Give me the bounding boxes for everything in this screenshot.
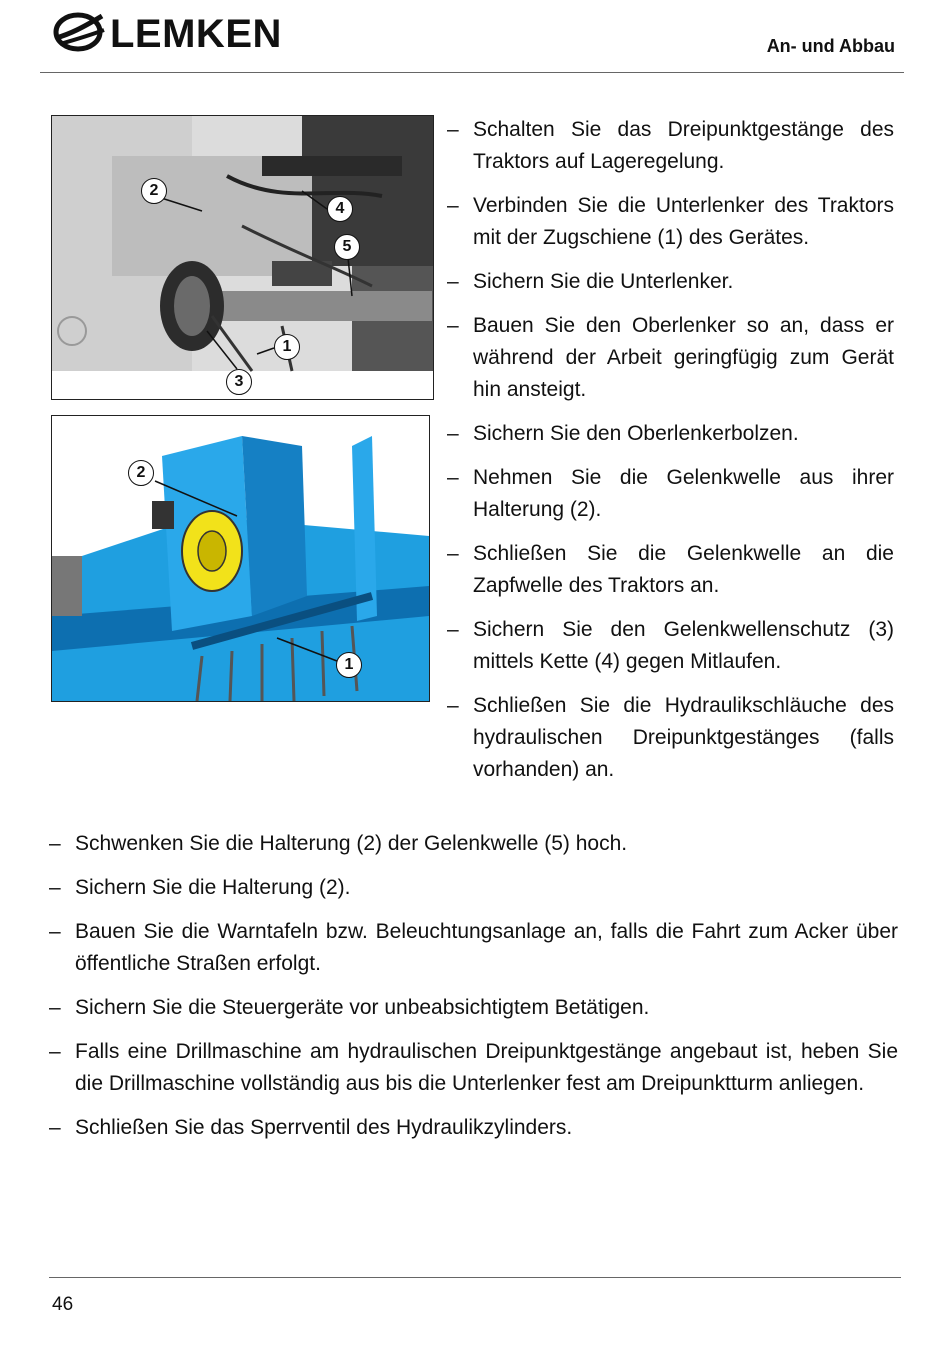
step-item: – Schwenken Sie die Halterung (2) der Gelenkwelle (5) hoch.	[49, 828, 898, 860]
dash-bullet: –	[447, 542, 459, 565]
drawing-figure	[51, 415, 430, 702]
dash-bullet: –	[447, 694, 459, 717]
step-item: – Nehmen Sie die Gelenkwelle aus ihrer Halterung (2).	[447, 462, 894, 526]
dash-bullet: –	[49, 920, 61, 943]
photo-figure	[51, 115, 434, 400]
dash-bullet: –	[447, 618, 459, 641]
dash-bullet: –	[49, 832, 61, 855]
step-item: – Verbinden Sie die Unterlenker des Traktors mit der Zugschiene (1) des Gerätes.	[447, 190, 894, 254]
page-number: 46	[52, 1294, 74, 1315]
lemken-logo	[52, 8, 314, 60]
dash-bullet: –	[49, 876, 61, 899]
dash-bullet: –	[447, 270, 459, 293]
header-rule	[40, 72, 904, 73]
step-item: – Sichern Sie den Gelenkwellenschutz (3) mittels Kette (4) gegen Mitlaufen.	[447, 614, 894, 678]
dash-bullet: –	[49, 1116, 61, 1139]
section-title: An- und Abbau	[766, 36, 895, 56]
dash-bullet: –	[447, 118, 459, 141]
callout-2: 2	[141, 178, 167, 204]
step-item: – Schließen Sie das Sperrventil des Hydraulikzylinders.	[49, 1112, 898, 1144]
step-item: – Sichern Sie die Halterung (2).	[49, 872, 898, 904]
step-item: – Bauen Sie den Oberlenker so an, dass er während der Arbeit geringfügig zum Gerät hin ansteigt.	[447, 310, 894, 406]
tractor-hitch-photo	[52, 116, 433, 399]
step-item: – Sichern Sie die Unterlenker.	[447, 266, 894, 298]
full-step-list	[49, 828, 898, 1156]
callout-2: 2	[128, 460, 154, 486]
step-item: – Falls eine Drillmaschine am hydraulischen Dreipunktgestänge angebaut ist, heben Sie die Drillmaschine vollständig aus bis die Unterlenker fest am Dreipunktturm anliegen.	[49, 1036, 898, 1100]
dash-bullet: –	[447, 422, 459, 445]
callout-3: 3	[226, 369, 252, 395]
right-step-list	[447, 114, 894, 798]
step-item: – Schalten Sie das Dreipunktgestänge des Traktors auf Lageregelung.	[447, 114, 894, 178]
callout-1: 1	[336, 652, 362, 678]
step-item: – Schließen Sie die Hydraulikschläuche des hydraulischen Dreipunktgestänges (falls vorhanden) an.	[447, 690, 894, 786]
step-item: – Sichern Sie den Oberlenkerbolzen.	[447, 418, 894, 450]
dash-bullet: –	[447, 314, 459, 337]
logo-wordmark: LEMKEN	[110, 12, 282, 56]
callout-4: 4	[327, 196, 353, 222]
dash-bullet: –	[447, 194, 459, 217]
step-item: – Schließen Sie die Gelenkwelle an die Zapfwelle des Traktors an.	[447, 538, 894, 602]
step-item: – Sichern Sie die Steuergeräte vor unbeabsichtigtem Betätigen.	[49, 992, 898, 1024]
callout-5: 5	[334, 234, 360, 260]
step-item: – Bauen Sie die Warntafeln bzw. Beleuchtungsanlage an, falls die Fahrt zum Acker über öffentliche Straßen erfolgt.	[49, 916, 898, 980]
implement-frame-drawing	[52, 416, 429, 701]
lemken-emblem-icon	[52, 8, 108, 60]
footer-rule	[49, 1277, 901, 1278]
callout-1: 1	[274, 334, 300, 360]
dash-bullet: –	[49, 1040, 61, 1063]
dash-bullet: –	[447, 466, 459, 489]
dash-bullet: –	[49, 996, 61, 1019]
